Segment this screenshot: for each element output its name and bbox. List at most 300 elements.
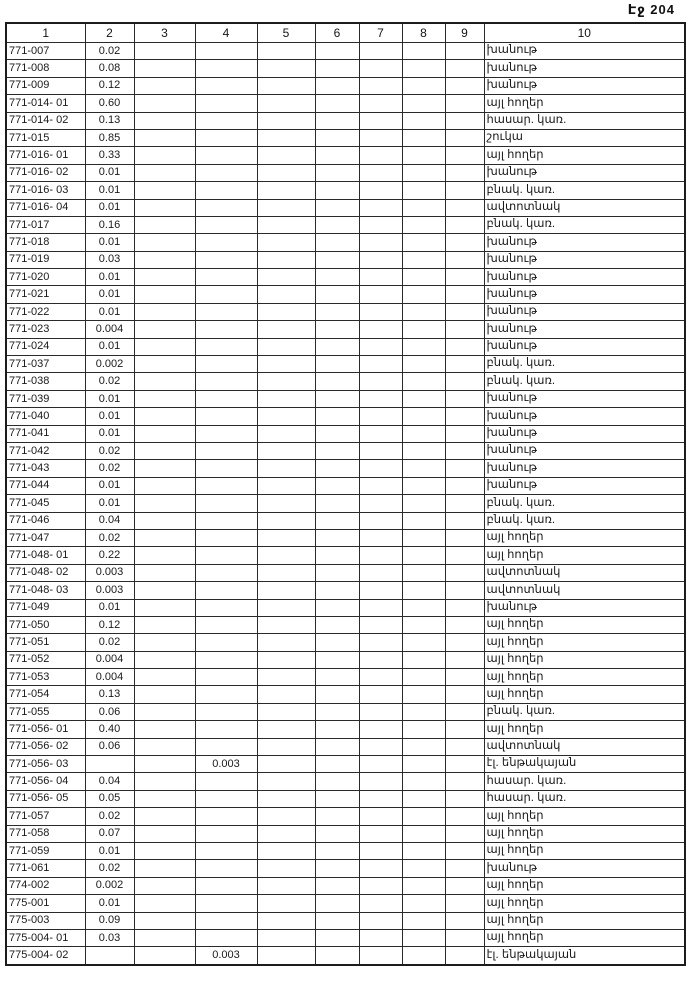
- cell-col-9: [445, 529, 484, 546]
- cell-col-8: [402, 634, 445, 651]
- cell-col-8: [402, 721, 445, 738]
- cell-col-1: 771-039: [6, 390, 85, 407]
- table-row: [6, 251, 685, 268]
- cell-col-3: [134, 634, 195, 651]
- cell-col-9: [445, 234, 484, 251]
- cell-col-10: խանութ: [484, 321, 685, 338]
- cell-col-8: [402, 199, 445, 216]
- cell-col-10: խանութ: [484, 860, 685, 877]
- cell-col-3: [134, 773, 195, 790]
- cell-col-10: այլ հողեր: [484, 616, 685, 633]
- table-row: [6, 547, 685, 564]
- cell-col-5: [257, 199, 315, 216]
- cell-col-9: [445, 634, 484, 651]
- cell-col-6: [315, 164, 359, 181]
- cell-col-2: 0.04: [85, 512, 134, 529]
- cell-col-10: խանութ: [484, 234, 685, 251]
- cell-col-2: 0.03: [85, 929, 134, 946]
- cell-col-9: [445, 286, 484, 303]
- cell-col-1: 771-016- 03: [6, 182, 85, 199]
- cell-col-3: [134, 60, 195, 77]
- cell-col-10: այլ հողեր: [484, 929, 685, 946]
- cell-col-2: 0.004: [85, 321, 134, 338]
- cell-col-6: [315, 338, 359, 355]
- cell-col-2: 0.85: [85, 129, 134, 146]
- cell-col-6: [315, 860, 359, 877]
- cell-col-7: [359, 756, 402, 773]
- cell-col-2: 0.07: [85, 825, 134, 842]
- column-header-1: 1: [6, 23, 85, 43]
- cell-col-9: [445, 408, 484, 425]
- table-row: [6, 756, 685, 773]
- cell-col-5: [257, 269, 315, 286]
- cell-col-6: [315, 582, 359, 599]
- cell-col-7: [359, 842, 402, 859]
- column-header-10: 10: [484, 23, 685, 43]
- cell-col-1: 771-047: [6, 529, 85, 546]
- cell-col-6: [315, 356, 359, 373]
- cell-col-4: [195, 912, 257, 929]
- cell-col-6: [315, 77, 359, 94]
- cell-col-9: [445, 912, 484, 929]
- column-header-5: 5: [257, 23, 315, 43]
- cell-col-9: [445, 60, 484, 77]
- cell-col-6: [315, 95, 359, 112]
- cell-col-8: [402, 182, 445, 199]
- cell-col-9: [445, 95, 484, 112]
- cell-col-2: 0.02: [85, 43, 134, 60]
- table-row: [6, 199, 685, 216]
- cell-col-2: 0.01: [85, 895, 134, 912]
- cell-col-1: 771-049: [6, 599, 85, 616]
- cell-col-7: [359, 43, 402, 60]
- cell-col-6: [315, 929, 359, 946]
- cell-col-4: [195, 147, 257, 164]
- cell-col-1: 771-053: [6, 669, 85, 686]
- cell-col-4: [195, 895, 257, 912]
- table-row: [6, 703, 685, 720]
- cell-col-2: 0.40: [85, 721, 134, 738]
- cell-col-7: [359, 790, 402, 807]
- cell-col-10: խանութ: [484, 408, 685, 425]
- cell-col-1: 771-016- 04: [6, 199, 85, 216]
- cell-col-6: [315, 286, 359, 303]
- cell-col-3: [134, 216, 195, 233]
- cell-col-3: [134, 164, 195, 181]
- cell-col-1: 771-019: [6, 251, 85, 268]
- cell-col-9: [445, 182, 484, 199]
- table-row: [6, 442, 685, 459]
- cell-col-5: [257, 895, 315, 912]
- cell-col-2: 0.01: [85, 842, 134, 859]
- cell-col-4: [195, 529, 257, 546]
- cell-col-10: այլ հողեր: [484, 634, 685, 651]
- cell-col-6: [315, 216, 359, 233]
- cell-col-4: [195, 929, 257, 946]
- cell-col-8: [402, 112, 445, 129]
- cell-col-2: 0.08: [85, 60, 134, 77]
- cell-col-8: [402, 703, 445, 720]
- cell-col-10: շուկա: [484, 129, 685, 146]
- cell-col-2: 0.01: [85, 390, 134, 407]
- cell-col-6: [315, 808, 359, 825]
- table-body: [6, 43, 685, 965]
- cell-col-10: բնակ. կառ.: [484, 356, 685, 373]
- cell-col-5: [257, 599, 315, 616]
- cell-col-3: [134, 338, 195, 355]
- cell-col-3: [134, 112, 195, 129]
- cell-col-7: [359, 703, 402, 720]
- cell-col-4: [195, 808, 257, 825]
- cell-col-6: [315, 234, 359, 251]
- cell-col-4: [195, 477, 257, 494]
- cell-col-8: [402, 860, 445, 877]
- cell-col-1: 771-017: [6, 216, 85, 233]
- cell-col-6: [315, 251, 359, 268]
- cell-col-3: [134, 77, 195, 94]
- cell-col-2: 0.004: [85, 651, 134, 668]
- cell-col-7: [359, 477, 402, 494]
- cell-col-5: [257, 877, 315, 894]
- cell-col-3: [134, 877, 195, 894]
- cell-col-3: [134, 477, 195, 494]
- cell-col-4: [195, 321, 257, 338]
- cell-col-9: [445, 808, 484, 825]
- cell-col-9: [445, 356, 484, 373]
- cell-col-10: այլ հողեր: [484, 895, 685, 912]
- cell-col-3: [134, 234, 195, 251]
- cell-col-2: 0.02: [85, 808, 134, 825]
- cell-col-9: [445, 495, 484, 512]
- cell-col-3: [134, 686, 195, 703]
- cell-col-2: 0.02: [85, 529, 134, 546]
- cell-col-6: [315, 599, 359, 616]
- cell-col-5: [257, 60, 315, 77]
- cell-col-10: բնակ. կառ.: [484, 373, 685, 390]
- cell-col-4: [195, 634, 257, 651]
- cell-col-9: [445, 425, 484, 442]
- cell-col-9: [445, 390, 484, 407]
- cell-col-7: [359, 95, 402, 112]
- cell-col-7: [359, 303, 402, 320]
- cell-col-6: [315, 529, 359, 546]
- cell-col-7: [359, 599, 402, 616]
- cell-col-7: [359, 808, 402, 825]
- cell-col-6: [315, 60, 359, 77]
- cell-col-8: [402, 338, 445, 355]
- cell-col-5: [257, 234, 315, 251]
- cell-col-5: [257, 286, 315, 303]
- cell-col-7: [359, 686, 402, 703]
- table-row: [6, 112, 685, 129]
- cell-col-6: [315, 182, 359, 199]
- page-number-label: Էջ 204: [627, 2, 675, 17]
- cell-col-3: [134, 651, 195, 668]
- cell-col-4: [195, 877, 257, 894]
- cell-col-8: [402, 321, 445, 338]
- cell-col-1: 771-046: [6, 512, 85, 529]
- cell-col-3: [134, 616, 195, 633]
- cell-col-5: [257, 790, 315, 807]
- cell-col-8: [402, 756, 445, 773]
- table-row: [6, 582, 685, 599]
- cell-col-5: [257, 95, 315, 112]
- cell-col-6: [315, 43, 359, 60]
- cell-col-3: [134, 390, 195, 407]
- cell-col-8: [402, 808, 445, 825]
- cell-col-7: [359, 269, 402, 286]
- cell-col-6: [315, 303, 359, 320]
- cell-col-5: [257, 460, 315, 477]
- table-row: [6, 773, 685, 790]
- cell-col-3: [134, 547, 195, 564]
- table-row: [6, 77, 685, 94]
- table-row: [6, 686, 685, 703]
- cell-col-6: [315, 512, 359, 529]
- cell-col-1: 771-007: [6, 43, 85, 60]
- column-header-2: 2: [85, 23, 134, 43]
- cell-col-5: [257, 703, 315, 720]
- cell-col-1: 771-058: [6, 825, 85, 842]
- cell-col-1: 774-002: [6, 877, 85, 894]
- cell-col-7: [359, 582, 402, 599]
- cell-col-2: 0.09: [85, 912, 134, 929]
- cell-col-4: [195, 77, 257, 94]
- cell-col-7: [359, 547, 402, 564]
- cell-col-1: 771-043: [6, 460, 85, 477]
- cell-col-9: [445, 651, 484, 668]
- table-row: [6, 912, 685, 929]
- cell-col-7: [359, 460, 402, 477]
- cell-col-3: [134, 912, 195, 929]
- table-row: [6, 616, 685, 633]
- cell-col-10: բնակ. կառ.: [484, 182, 685, 199]
- cell-col-6: [315, 199, 359, 216]
- cell-col-2: 0.04: [85, 773, 134, 790]
- cell-col-9: [445, 251, 484, 268]
- table-row: [6, 408, 685, 425]
- cell-col-1: 771-048- 01: [6, 547, 85, 564]
- cell-col-8: [402, 425, 445, 442]
- cell-col-7: [359, 773, 402, 790]
- cell-col-5: [257, 929, 315, 946]
- column-header-3: 3: [134, 23, 195, 43]
- cell-col-1: 771-016- 02: [6, 164, 85, 181]
- cell-col-1: 775-004- 02: [6, 947, 85, 965]
- cell-col-6: [315, 686, 359, 703]
- cell-col-3: [134, 790, 195, 807]
- cell-col-10: ավտոտնակ: [484, 738, 685, 755]
- cell-col-5: [257, 408, 315, 425]
- cell-col-10: խանութ: [484, 77, 685, 94]
- cell-col-4: [195, 425, 257, 442]
- cell-col-10: ավտոտնակ: [484, 564, 685, 581]
- cell-col-7: [359, 669, 402, 686]
- cell-col-1: 775-004- 01: [6, 929, 85, 946]
- cell-col-4: [195, 860, 257, 877]
- cell-col-6: [315, 460, 359, 477]
- cell-col-1: 771-059: [6, 842, 85, 859]
- cell-col-6: [315, 408, 359, 425]
- cell-col-5: [257, 442, 315, 459]
- table-row: [6, 669, 685, 686]
- cell-col-5: [257, 686, 315, 703]
- cell-col-3: [134, 129, 195, 146]
- cell-col-10: այլ հողեր: [484, 95, 685, 112]
- cell-col-9: [445, 756, 484, 773]
- cell-col-3: [134, 947, 195, 965]
- cell-col-9: [445, 77, 484, 94]
- cell-col-4: [195, 512, 257, 529]
- cell-col-2: 0.13: [85, 112, 134, 129]
- cell-col-2: 0.02: [85, 373, 134, 390]
- cell-col-8: [402, 947, 445, 965]
- cell-col-6: [315, 825, 359, 842]
- cell-col-5: [257, 773, 315, 790]
- cell-col-5: [257, 251, 315, 268]
- cell-col-3: [134, 860, 195, 877]
- cell-col-9: [445, 338, 484, 355]
- table-row: [6, 356, 685, 373]
- cell-col-8: [402, 286, 445, 303]
- cell-col-8: [402, 164, 445, 181]
- cell-col-3: [134, 756, 195, 773]
- cell-col-10: այլ հողեր: [484, 669, 685, 686]
- cell-col-2: 0.003: [85, 564, 134, 581]
- cell-col-5: [257, 860, 315, 877]
- cell-col-9: [445, 860, 484, 877]
- cell-col-2: 0.02: [85, 460, 134, 477]
- cell-col-8: [402, 582, 445, 599]
- cell-col-8: [402, 929, 445, 946]
- cell-col-3: [134, 356, 195, 373]
- cell-col-7: [359, 895, 402, 912]
- cell-col-10: ավտոտնակ: [484, 582, 685, 599]
- cell-col-6: [315, 634, 359, 651]
- cell-col-6: [315, 877, 359, 894]
- cell-col-8: [402, 842, 445, 859]
- cell-col-4: [195, 669, 257, 686]
- cell-col-7: [359, 425, 402, 442]
- cell-col-2: 0.33: [85, 147, 134, 164]
- cell-col-9: [445, 929, 484, 946]
- cell-col-10: խանութ: [484, 269, 685, 286]
- cell-col-9: [445, 825, 484, 842]
- cell-col-5: [257, 112, 315, 129]
- cell-col-4: [195, 651, 257, 668]
- cell-col-7: [359, 129, 402, 146]
- cell-col-3: [134, 408, 195, 425]
- cell-col-5: [257, 634, 315, 651]
- cell-col-6: [315, 495, 359, 512]
- cell-col-7: [359, 77, 402, 94]
- cell-col-4: [195, 164, 257, 181]
- cell-col-1: 771-021: [6, 286, 85, 303]
- cell-col-8: [402, 895, 445, 912]
- cell-col-2: 0.01: [85, 477, 134, 494]
- cell-col-3: [134, 599, 195, 616]
- cell-col-1: 771-015: [6, 129, 85, 146]
- cell-col-7: [359, 947, 402, 965]
- cell-col-5: [257, 808, 315, 825]
- cell-col-3: [134, 808, 195, 825]
- cell-col-8: [402, 373, 445, 390]
- cell-col-7: [359, 251, 402, 268]
- table-row: [6, 216, 685, 233]
- column-header-6: 6: [315, 23, 359, 43]
- cell-col-4: [195, 460, 257, 477]
- cell-col-10: այլ հողեր: [484, 877, 685, 894]
- cell-col-7: [359, 616, 402, 633]
- cell-col-7: [359, 234, 402, 251]
- cell-col-2: 0.01: [85, 408, 134, 425]
- cell-col-4: [195, 373, 257, 390]
- cell-col-10: այլ հողեր: [484, 147, 685, 164]
- cell-col-2: 0.22: [85, 547, 134, 564]
- table-row: [6, 512, 685, 529]
- table-row: [6, 738, 685, 755]
- cell-col-10: հասար. կառ.: [484, 112, 685, 129]
- cell-col-8: [402, 234, 445, 251]
- cell-col-3: [134, 669, 195, 686]
- cell-col-5: [257, 529, 315, 546]
- cell-col-7: [359, 373, 402, 390]
- table-row: [6, 269, 685, 286]
- cell-col-8: [402, 60, 445, 77]
- cell-col-8: [402, 477, 445, 494]
- cell-col-9: [445, 582, 484, 599]
- cell-col-4: [195, 408, 257, 425]
- cell-col-9: [445, 43, 484, 60]
- cell-col-1: 771-024: [6, 338, 85, 355]
- cell-col-10: բնակ. կառ.: [484, 216, 685, 233]
- cell-col-1: 771-051: [6, 634, 85, 651]
- cell-col-3: [134, 95, 195, 112]
- cell-col-8: [402, 912, 445, 929]
- cell-col-9: [445, 321, 484, 338]
- cell-col-5: [257, 338, 315, 355]
- cell-col-6: [315, 912, 359, 929]
- cell-col-2: 0.01: [85, 182, 134, 199]
- cell-col-4: [195, 790, 257, 807]
- cell-col-10: խանութ: [484, 338, 685, 355]
- data-table: [5, 22, 686, 966]
- cell-col-9: [445, 129, 484, 146]
- cell-col-4: [195, 356, 257, 373]
- cell-col-1: 771-037: [6, 356, 85, 373]
- table-row: [6, 460, 685, 477]
- cell-col-5: [257, 43, 315, 60]
- cell-col-5: [257, 321, 315, 338]
- cell-col-3: [134, 703, 195, 720]
- cell-col-4: [195, 616, 257, 633]
- cell-col-9: [445, 199, 484, 216]
- cell-col-8: [402, 460, 445, 477]
- cell-col-7: [359, 199, 402, 216]
- cell-col-1: 771-048- 03: [6, 582, 85, 599]
- table-row: [6, 929, 685, 946]
- cell-col-5: [257, 756, 315, 773]
- cell-col-3: [134, 147, 195, 164]
- cell-col-7: [359, 442, 402, 459]
- cell-col-1: 771-061: [6, 860, 85, 877]
- cell-col-4: 0.003: [195, 756, 257, 773]
- cell-col-3: [134, 582, 195, 599]
- cell-col-2: 0.03: [85, 251, 134, 268]
- cell-col-7: [359, 408, 402, 425]
- table-row: [6, 373, 685, 390]
- cell-col-4: [195, 286, 257, 303]
